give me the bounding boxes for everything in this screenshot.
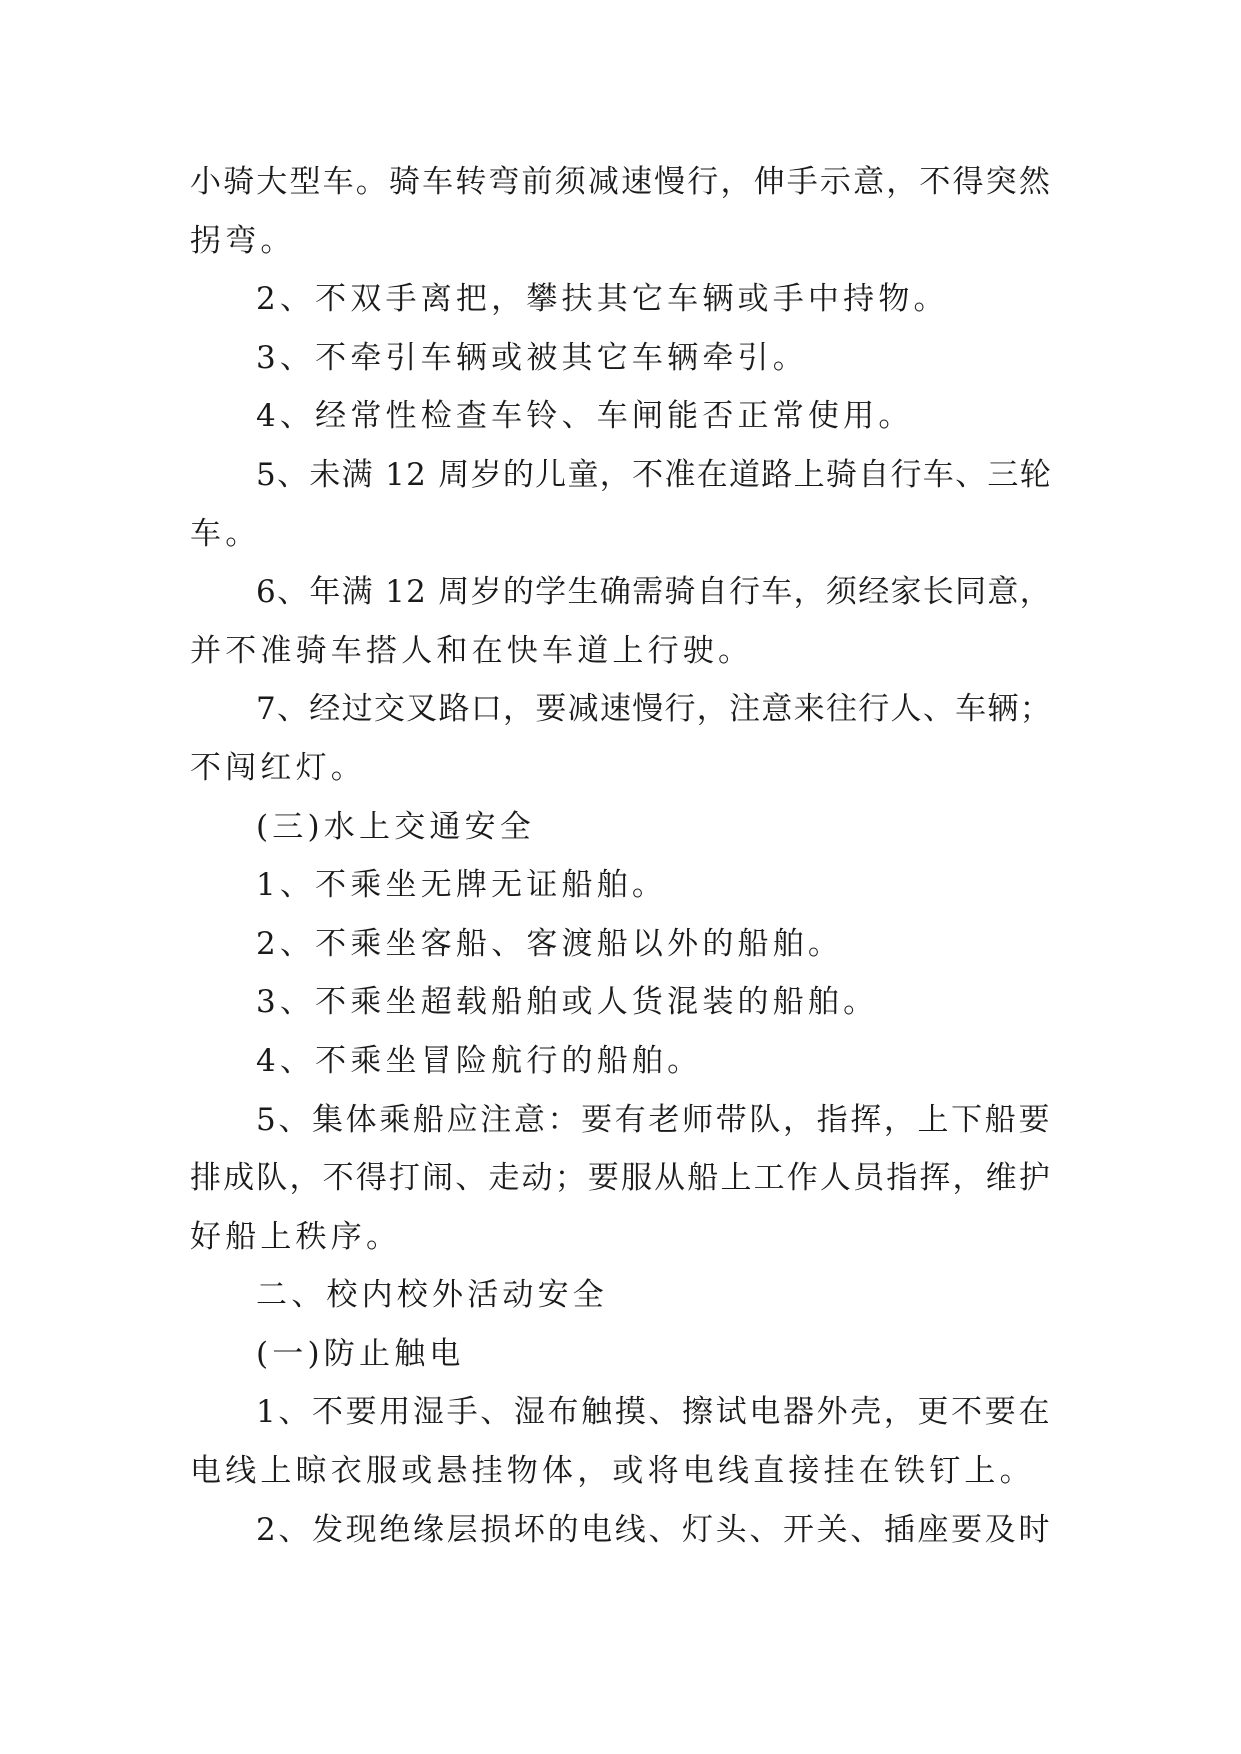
- text-line: 并不准骑车搭人和在快车道上行驶。: [190, 632, 754, 669]
- text-line: 5、集体乘船应注意：要有老师带队，指挥，上下船要: [256, 1101, 1053, 1138]
- text-line: 1、不要用湿手、湿布触摸、擦试电器外壳，更不要在: [256, 1394, 1053, 1431]
- text-line: 3、不乘坐超载船舶或人货混装的船舶。: [256, 984, 879, 1021]
- text-line: 2、不乘坐客船、客渡船以外的船舶。: [256, 925, 844, 962]
- text-line: 6、年满 12 周岁的学生确需骑自行车，须经家长同意，: [256, 574, 1052, 611]
- text-line: 电线上晾衣服或悬挂物体，或将电线直接挂在铁钉上。: [190, 1453, 1035, 1490]
- text-line: 车。: [190, 515, 261, 552]
- text-line: 2、不双手离把，攀扶其它车辆或手中持物。: [256, 281, 949, 318]
- text-line: 3、不牵引车辆或被其它车辆牵引。: [256, 339, 808, 376]
- text-line: 4、不乘坐冒险航行的船舶。: [256, 1042, 703, 1079]
- document-body: [190, 153, 1052, 1559]
- text-line: 7、经过交叉路口，要减速慢行，注意来往行人、车辆；: [256, 691, 1052, 728]
- text-line: 4、经常性检查车铃、车闸能否正常使用。: [256, 398, 914, 435]
- text-line: 小骑大型车。骑车转弯前须减速慢行，伸手示意，不得突然: [190, 164, 1052, 200]
- text-line: 好船上秩序。: [190, 1218, 402, 1255]
- text-line: 不闯红灯。: [190, 749, 366, 786]
- text-line: (三)水上交通安全: [256, 808, 535, 845]
- text-line: 排成队，不得打闹、走动；要服从船上工作人员指挥，维护: [190, 1160, 1052, 1197]
- text-line: 拐弯。: [190, 222, 296, 259]
- text-line: 2、发现绝缘层损坏的电线、灯头、开关、插座要及时: [256, 1511, 1053, 1548]
- text-line: 二、校内校外活动安全: [256, 1277, 608, 1314]
- text-line: (一)防止触电: [256, 1335, 465, 1372]
- text-line: 1、不乘坐无牌无证船舶。: [256, 867, 668, 904]
- text-line: 5、未满 12 周岁的儿童，不准在道路上骑自行车、三轮: [256, 456, 1052, 493]
